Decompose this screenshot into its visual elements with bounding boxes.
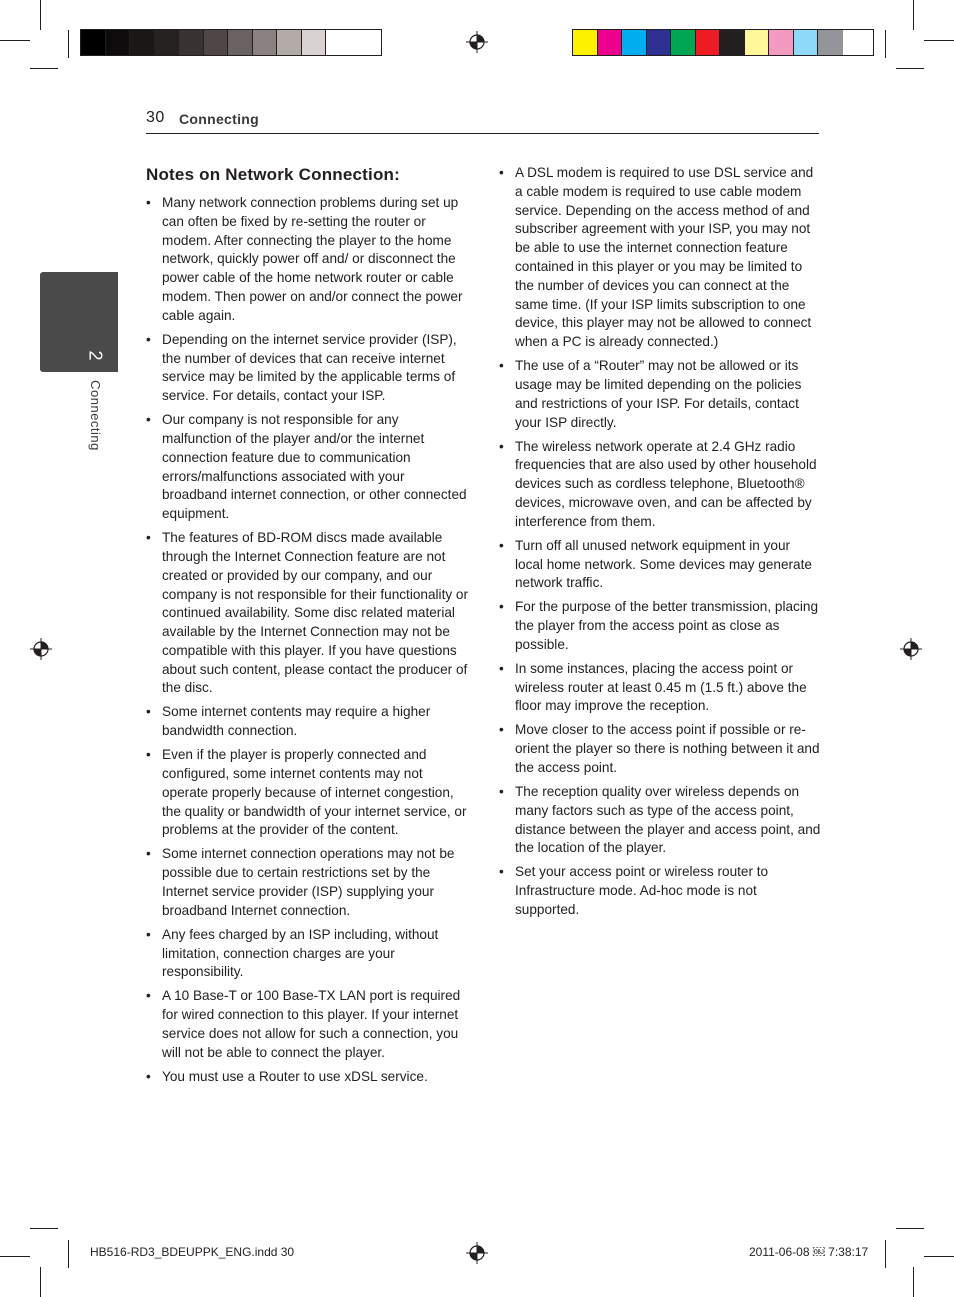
chapter-tab-number: 2: [85, 350, 106, 361]
crop-mark-icon: [0, 40, 30, 41]
bullet-text: The reception quality over wireless depends on many factors such as type of the access point, distance between the player and access point, and the location of the player.: [515, 784, 821, 856]
color-swatch: [598, 30, 623, 55]
bullet-text: For the purpose of the better transmission, placing the player from the access point as close as possible.: [515, 599, 818, 652]
bullet-icon: •: [499, 784, 504, 800]
crop-mark-icon: [30, 68, 58, 69]
crop-mark-icon: [68, 1240, 69, 1268]
registration-mark-icon: [900, 638, 922, 660]
bullet-item: [146, 746, 468, 840]
bullet-icon: •: [146, 412, 151, 428]
bullet-icon: •: [146, 846, 151, 862]
running-header-section: Connecting: [179, 111, 259, 127]
bullet-text: The use of a “Router” may not be allowed or its usage may be limited depending on the policies and restrictions of your ISP. For details, contact your ISP directly.: [515, 358, 802, 430]
bullet-icon: •: [146, 195, 151, 210]
crop-mark-icon: [0, 1256, 30, 1257]
color-swatch: [277, 30, 302, 55]
bullet-item: [146, 987, 468, 1062]
left-column: [146, 194, 468, 1092]
crop-mark-icon: [30, 1228, 58, 1229]
color-swatch: [81, 30, 106, 55]
color-swatch: [671, 30, 696, 55]
bullet-item: [146, 926, 468, 982]
crop-mark-icon: [924, 1256, 954, 1257]
bullet-text: You must use a Router to use xDSL service.: [162, 1068, 428, 1084]
color-swatch: [253, 30, 278, 55]
bullet-icon: •: [146, 331, 151, 347]
bullet-text: Move closer to the access point if possible or re-orient the player so there is nothing between it and the access point.: [515, 722, 820, 776]
color-swatch: [130, 30, 155, 55]
bullet-icon: •: [499, 599, 504, 615]
bullet-item: [499, 164, 821, 352]
bullet-icon: •: [499, 537, 504, 553]
bullet-item: [499, 357, 821, 432]
bullet-item: [499, 660, 821, 716]
color-swatch: [720, 30, 745, 55]
bullet-icon: •: [499, 660, 504, 676]
bullet-icon: •: [146, 704, 151, 720]
registration-mark-icon: [30, 638, 52, 660]
header-rule: [146, 133, 819, 134]
bullet-text: Many network connection problems during set up can often be fixed by re-setting the router or modem. After connecting the player to the home network, quickly power off and/ or disconnect the power cable of the home network router or cable modem. Then power on and/or connect the power cable again.: [162, 195, 463, 323]
crop-mark-icon: [896, 1228, 924, 1229]
bullet-item: [146, 703, 468, 741]
bullet-text: The wireless network operate at 2.4 GHz radio frequencies that are also used by other household devices such as cordless telephone, Bluetooth® devices, microwave oven, and can be affected by interference from them.: [515, 438, 817, 529]
bullet-text: In some instances, placing the access point or wireless router at least 0.45 m (1.5 ft.) above the floor may improve the reception.: [515, 660, 807, 714]
gray-color-bar: [80, 29, 382, 56]
color-swatch: [204, 30, 229, 55]
bullet-text: Turn off all unused network equipment in your local home network. Some devices may generate network traffic.: [515, 537, 812, 591]
bullet-item: [146, 529, 468, 698]
color-swatch: [155, 30, 180, 55]
bullet-text: Any fees charged by an ISP including, without limitation, connection charges are your responsibility.: [162, 926, 439, 980]
color-swatch: [302, 30, 327, 55]
page-number: 30: [146, 109, 165, 126]
bullet-item: [499, 863, 821, 919]
color-swatch: [794, 30, 819, 55]
bullet-text: The features of BD-ROM discs made available through the Internet Connection feature are not created or provided by our company, and our company is not responsible for their functionality or continued availability. Some disc related material available by the Internet Connection may not be compatible with this player. If you have questions about such content, please contact the producer of the disc.: [162, 530, 469, 696]
bullet-item: [146, 845, 468, 920]
crop-mark-icon: [40, 0, 41, 30]
color-swatch: [769, 30, 794, 55]
bullet-item: [499, 438, 821, 532]
crop-mark-icon: [885, 1240, 886, 1268]
color-swatch: [573, 30, 598, 55]
bullet-item: [499, 598, 821, 654]
bullet-icon: •: [499, 722, 504, 738]
crop-mark-icon: [885, 30, 886, 58]
right-column: [499, 164, 821, 925]
bullet-item: [146, 194, 468, 326]
bullet-icon: •: [146, 926, 151, 942]
crop-mark-icon: [40, 1267, 41, 1297]
bullet-icon: •: [499, 438, 504, 454]
bullet-item: [146, 331, 468, 406]
color-swatch: [179, 30, 204, 55]
bullet-text: Some internet contents may require a higher bandwidth connection.: [162, 704, 431, 739]
bullet-item: [499, 537, 821, 593]
bullet-icon: •: [146, 988, 151, 1004]
chapter-tab: [40, 272, 118, 372]
color-swatch: [647, 30, 672, 55]
bullet-icon: •: [146, 747, 151, 763]
bullet-item: [146, 411, 468, 524]
footer-file-name: HB516-RD3_BDEUPPK_ENG.indd 30: [90, 1245, 295, 1259]
color-swatch: [106, 30, 131, 55]
color-swatch: [326, 30, 351, 55]
bullet-icon: •: [499, 165, 504, 180]
bullet-icon: •: [499, 864, 504, 880]
crop-mark-icon: [913, 0, 914, 30]
bullet-item: [499, 721, 821, 777]
bullet-icon: •: [499, 358, 504, 374]
color-swatch: [818, 30, 843, 55]
color-swatch: [622, 30, 647, 55]
chapter-tab-label: Connecting: [87, 380, 103, 451]
bullet-icon: •: [146, 530, 151, 546]
bullet-text: Some internet connection operations may not be possible due to certain restrictions set by the Internet service provider (ISP) supplying your broadband Internet connection.: [162, 846, 455, 918]
bullet-text: A DSL modem is required to use DSL service and a cable modem is required to use cable modem service. Depending on the access method of and subscriber agreement with your ISP, you may not be able to use the internet connection feature contained in this player or you may be limited to the number of devices you can connect at the same time. (If your ISP limits subscription to one device, this player may not be allowed to connect when a PC is already connected.): [515, 165, 814, 350]
bullet-text: Depending on the internet service provider (ISP), the number of devices that can receive internet service may be limited by the applicable terms of service. For details, contact your ISP.: [162, 331, 457, 404]
bullet-item: [146, 1068, 468, 1087]
color-swatch: [228, 30, 253, 55]
crop-mark-icon: [896, 68, 924, 69]
bullet-item: [499, 783, 821, 858]
color-swatch: [696, 30, 721, 55]
color-swatch: [745, 30, 770, 55]
bullet-text: Our company is not responsible for any malfunction of the player and/or the internet connection feature due to communication errors/malfunctions associated with your broadband internet connection, or other connected equipment.: [162, 412, 467, 522]
bullet-icon: •: [146, 1068, 151, 1084]
bullet-text: A 10 Base-T or 100 Base-TX LAN port is required for wired connection to this player. If your internet service does not allow for such a connection, you will not be able to connect the player.: [162, 988, 461, 1060]
process-color-bar: [572, 29, 874, 56]
registration-mark-icon: [466, 31, 488, 53]
bullet-text: Set your access point or wireless router to Infrastructure mode. Ad-hoc mode is not supported.: [515, 864, 769, 917]
crop-mark-icon: [913, 1267, 914, 1297]
section-heading: Notes on Network Connection:: [146, 165, 400, 184]
bullet-text: Even if the player is properly connected and configured, some internet contents may not operate properly because of internet congestion, the quality or bandwidth of your internet service, or problems at the provider of the content.: [162, 747, 467, 838]
registration-mark-icon: [466, 1242, 488, 1264]
crop-mark-icon: [924, 40, 954, 41]
crop-mark-icon: [68, 30, 69, 58]
footer-timestamp: 2011-06-08 ￼ 7:38:17: [749, 1245, 869, 1259]
